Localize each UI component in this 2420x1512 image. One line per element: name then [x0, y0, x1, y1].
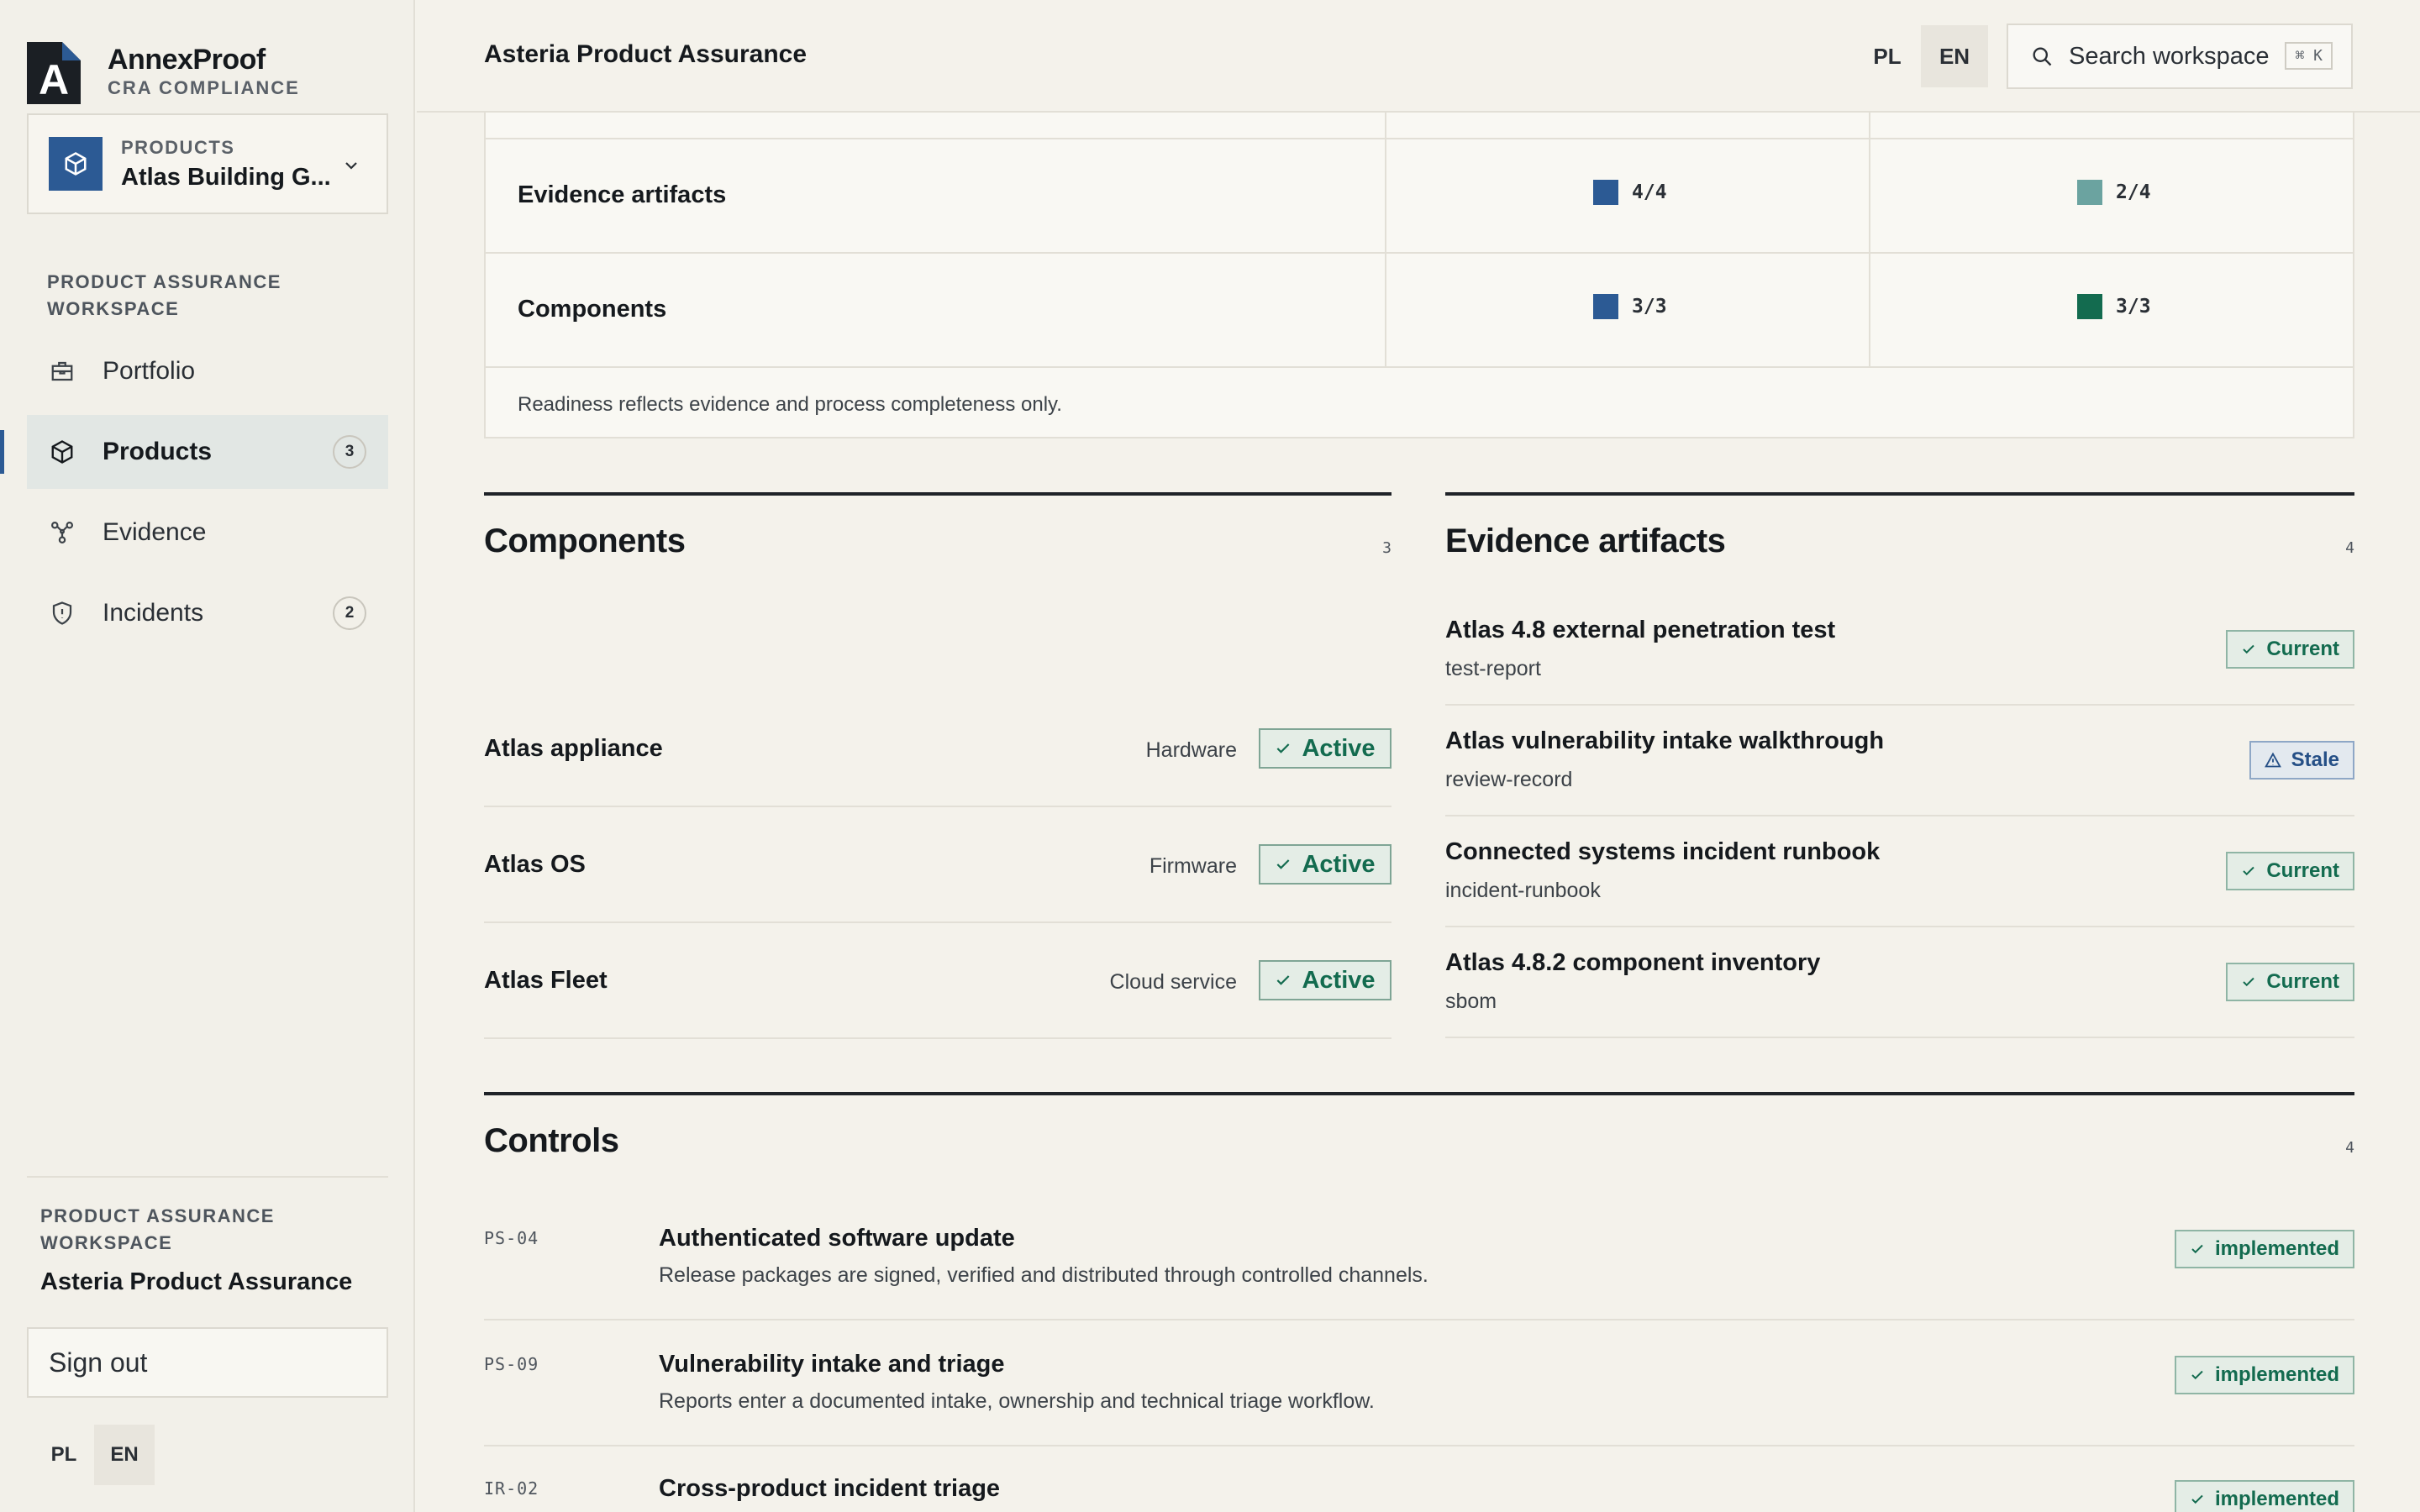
evidence-kind: incident-runbook	[1445, 879, 1601, 902]
check-icon	[1275, 740, 1292, 757]
readiness-cell	[1385, 139, 1869, 254]
brand[interactable]	[0, 0, 415, 109]
section-count: 4	[2345, 1139, 2354, 1157]
readiness-table-top	[486, 113, 2353, 138]
status-badge-label: Stale	[2291, 748, 2339, 771]
sidebar-item-incidents[interactable]	[27, 576, 388, 650]
check-icon	[1275, 972, 1292, 989]
section-count: 4	[2345, 539, 2354, 557]
component-type: Hardware	[1145, 738, 1237, 762]
count-badge: 2	[333, 596, 366, 630]
box-icon	[47, 437, 77, 467]
status-badge-label: implemented	[2214, 1237, 2339, 1260]
check-icon	[2241, 974, 2256, 990]
status-square	[1593, 180, 1618, 205]
component-type: Firmware	[1149, 854, 1237, 878]
product-switcher-value: Atlas Building G...	[121, 163, 331, 191]
product-switcher[interactable]	[27, 113, 388, 214]
brand-subtitle: CRA COMPLIANCE	[108, 77, 300, 98]
evidence-title: Atlas 4.8.2 component inventory	[1445, 949, 1821, 976]
page-title: Asteria Product Assurance	[484, 40, 808, 68]
main-content	[417, 0, 2420, 1512]
components-section-header	[484, 492, 1392, 559]
readiness-table	[484, 113, 2354, 438]
component-name: Atlas appliance	[484, 735, 663, 762]
brand-name: AnnexProof	[108, 44, 266, 76]
lang-en-button[interactable]: EN	[94, 1425, 155, 1485]
evidence-kind: sbom	[1445, 990, 1497, 1013]
sidebar-item-portfolio[interactable]	[27, 334, 388, 408]
svg-text:A: A	[38, 56, 70, 103]
readiness-value: 2/4	[2116, 181, 2151, 203]
readiness-cell	[1385, 254, 1869, 368]
component-row[interactable]	[484, 691, 1392, 807]
evidence-row[interactable]	[1445, 816, 2354, 927]
check-icon	[2241, 642, 2256, 657]
status-badge	[2226, 630, 2354, 669]
evidence-title: Atlas 4.8 external penetration test	[1445, 617, 1836, 643]
workspace-label: PRODUCT ASSURANCE WORKSPACE	[40, 1205, 275, 1253]
status-square	[2077, 294, 2102, 319]
status-square	[1593, 294, 1618, 319]
control-description: Reports enter a documented intake, ownership and technical triage workflow.	[659, 1389, 1375, 1413]
active-indicator	[0, 430, 4, 474]
evidence-kind: review-record	[1445, 768, 1573, 791]
sidebar-item-label: Portfolio	[103, 357, 196, 385]
nodes-icon	[47, 517, 77, 548]
control-row[interactable]	[484, 1194, 2354, 1320]
search-placeholder: Search workspace	[2069, 42, 2270, 70]
status-badge	[2226, 963, 2354, 1001]
evidence-row[interactable]	[1445, 927, 2354, 1038]
shield-alert-icon	[47, 598, 77, 628]
section-count: 3	[1382, 539, 1392, 557]
controls-section-header	[484, 1092, 2354, 1159]
search-input[interactable]	[2007, 24, 2353, 89]
status-badge	[1259, 960, 1392, 1000]
count-badge: 3	[333, 435, 366, 469]
status-badge	[1259, 844, 1392, 885]
status-badge	[2175, 1356, 2354, 1394]
status-badge-label: Active	[1302, 850, 1376, 878]
sidebar-item-evidence[interactable]	[27, 496, 388, 570]
chevron-down-icon	[341, 155, 361, 176]
readiness-note: Readiness reflects evidence and process completeness only.	[486, 366, 2353, 438]
control-id: IR-02	[484, 1478, 539, 1499]
evidence-title: Atlas vulnerability intake walkthrough	[1445, 727, 1885, 754]
component-name: Atlas Fleet	[484, 967, 608, 994]
sign-out-button[interactable]: Sign out	[27, 1327, 388, 1398]
component-name: Atlas OS	[484, 851, 586, 878]
product-switcher-label: PRODUCTS	[121, 136, 235, 158]
status-badge-label: implemented	[2214, 1363, 2339, 1386]
readiness-cell	[1869, 139, 2353, 254]
check-icon	[2241, 864, 2256, 879]
box-icon	[49, 137, 103, 191]
control-row[interactable]	[484, 1445, 2354, 1512]
workspace-name: Asteria Product Assurance	[40, 1268, 353, 1295]
readiness-row-label: Components	[518, 296, 667, 323]
component-row[interactable]	[484, 807, 1392, 923]
control-id: PS-09	[484, 1354, 539, 1374]
sidebar-item-products[interactable]	[27, 415, 388, 489]
status-badge-label: implemented	[2214, 1488, 2339, 1510]
readiness-value: 3/3	[2116, 296, 2151, 318]
sidebar-item-label: Products	[103, 438, 213, 465]
control-row[interactable]	[484, 1320, 2354, 1446]
check-icon	[2190, 1242, 2205, 1257]
warning-icon	[2265, 752, 2281, 769]
sidebar-item-label: Incidents	[103, 599, 204, 627]
control-description: Release packages are signed, verified and distributed through controlled channels.	[659, 1263, 1428, 1287]
status-badge-label: Current	[2266, 970, 2339, 993]
status-badge-label: Active	[1302, 734, 1376, 762]
component-row[interactable]	[484, 923, 1392, 1039]
briefcase-icon	[47, 356, 77, 386]
sidebar-item-label: Evidence	[103, 518, 207, 546]
control-title: Vulnerability intake and triage	[659, 1351, 1005, 1378]
evidence-title: Connected systems incident runbook	[1445, 838, 1881, 865]
control-title: Authenticated software update	[659, 1225, 1015, 1252]
component-type: Cloud service	[1109, 970, 1237, 994]
check-icon	[2190, 1368, 2205, 1383]
section-title: Controls	[484, 1122, 619, 1159]
control-title: Cross-product incident triage	[659, 1475, 1001, 1502]
readiness-cell	[1869, 254, 2353, 368]
readiness-row	[486, 252, 2353, 366]
language-switcher	[1854, 25, 1988, 87]
section-title: Components	[484, 522, 686, 559]
sidebar	[0, 0, 415, 1512]
readiness-row-label: Evidence artifacts	[518, 181, 727, 208]
workspace-info	[27, 1176, 388, 1319]
status-badge	[2175, 1230, 2354, 1268]
status-badge	[2175, 1480, 2354, 1512]
lang-en-button[interactable]: EN	[1921, 25, 1988, 87]
readiness-row	[486, 138, 2353, 252]
status-badge-label: Current	[2266, 859, 2339, 882]
status-badge	[2226, 852, 2354, 890]
evidence-section-header	[1445, 492, 2354, 559]
evidence-row[interactable]	[1445, 595, 2354, 706]
readiness-value: 3/3	[1632, 296, 1667, 318]
evidence-kind: test-report	[1445, 657, 1541, 680]
status-badge	[1259, 728, 1392, 769]
language-switcher	[34, 1425, 155, 1485]
status-badge-label: Active	[1302, 966, 1376, 994]
check-icon	[2190, 1492, 2205, 1507]
evidence-row[interactable]	[1445, 706, 2354, 816]
readiness-value: 4/4	[1632, 181, 1667, 203]
annexproof-logo-icon	[27, 42, 81, 104]
check-icon	[1275, 856, 1292, 873]
search-icon	[2030, 45, 2054, 68]
lang-pl-button[interactable]: PL	[1873, 43, 1902, 69]
lang-pl-button[interactable]: PL	[50, 1443, 77, 1466]
search-shortcut: ⌘ K	[2285, 42, 2333, 70]
control-id: PS-04	[484, 1228, 539, 1248]
status-badge-label: Current	[2266, 638, 2339, 660]
status-square	[2077, 180, 2102, 205]
status-badge	[2249, 741, 2354, 780]
nav-section-label: PRODUCT ASSURANCE WORKSPACE	[47, 271, 281, 319]
top-bar	[417, 0, 2420, 113]
section-title: Evidence artifacts	[1445, 522, 1726, 559]
